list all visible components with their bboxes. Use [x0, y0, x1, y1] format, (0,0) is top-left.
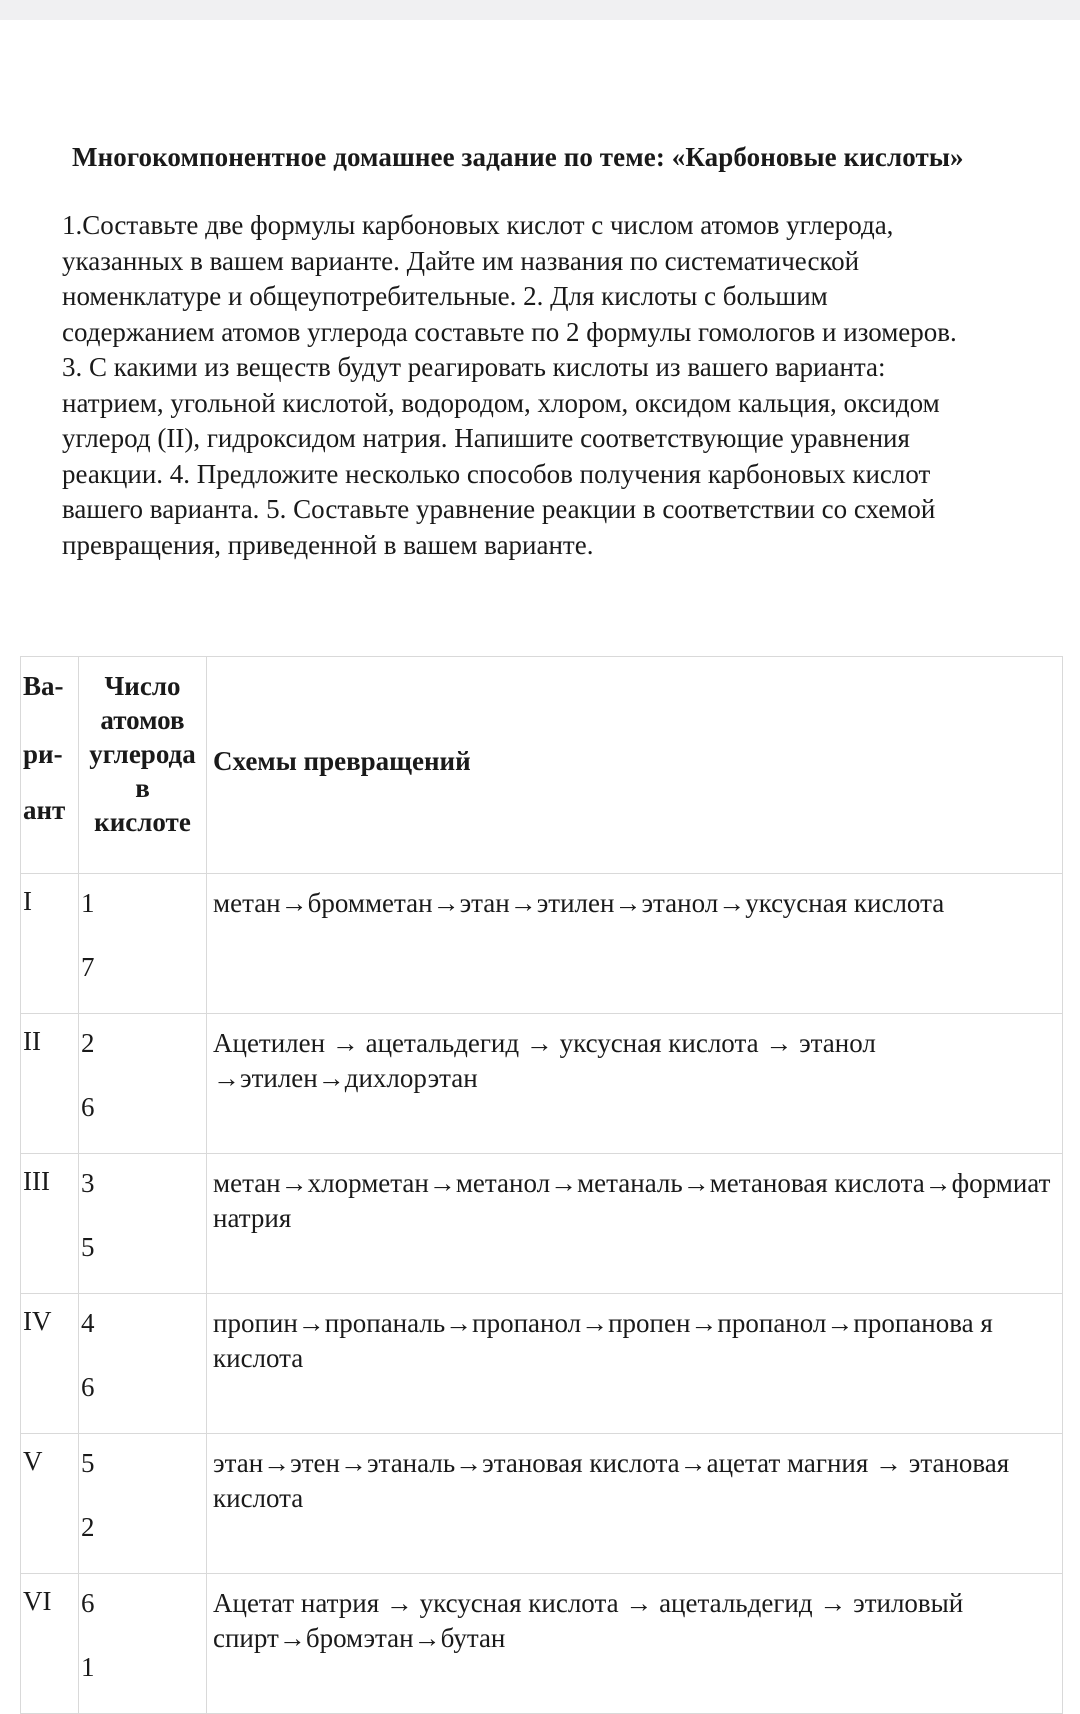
header-scheme: Схемы превращений: [207, 657, 1063, 874]
carbon-value: 5: [81, 1232, 95, 1262]
task-line: 3. С какими из веществ будут реагировать кислоты из вашего варианта:: [62, 352, 886, 382]
table-header-row: [21, 657, 1063, 874]
cell-variant: V: [21, 1434, 79, 1574]
table-row: [21, 874, 1063, 1014]
task-line: превращения, приведенной в вашем варианте.: [62, 529, 594, 560]
carbon-value: 1: [81, 888, 95, 918]
carbon-value: 2: [81, 1028, 95, 1058]
document-title: Многокомпонентное домашнее задание по теме: «Карбоновые кислоты»: [72, 142, 964, 172]
task-line: указанных в вашем варианте. Дайте им названия по систематической: [62, 245, 860, 276]
cell-variant: I: [21, 874, 79, 1014]
header-variant-part: Ва-: [23, 671, 64, 701]
header-carbon-part: атомов: [100, 705, 185, 735]
carbon-value: 5: [81, 1448, 95, 1478]
cell-carbon: [79, 1574, 207, 1714]
cell-scheme: метан→хлорметан→метанол→метаналь→метановая кислота→формиат натрия: [207, 1154, 1063, 1294]
task-line: вашего варианта. 5. Составьте уравнение реакции в соответствии со схемой: [62, 494, 936, 524]
header-variant-part: ант: [23, 795, 66, 825]
cell-carbon: [79, 1294, 207, 1434]
header-carbon-part: углерода: [89, 739, 196, 769]
task-line: 1.Составьте две формулы карбоновых кислот с числом атомов углерода,: [62, 210, 894, 240]
top-bar: [0, 0, 1080, 20]
header-carbon-part: Число: [104, 671, 181, 701]
cell-scheme: метан→бромметан→этан→этилен→этанол→уксусная кислота: [207, 874, 1063, 1014]
task-line: углерод (II), гидроксидом натрия. Напишите соответствующие уравнения: [62, 423, 910, 453]
header-carbon-part: в: [135, 773, 150, 803]
carbon-value: 6: [81, 1372, 95, 1402]
cell-carbon: [79, 874, 207, 1014]
cell-variant: II: [21, 1014, 79, 1154]
cell-scheme: Ацетилен → ацетальдегид → уксусная кислота → этанол →этилен→дихлорэтан: [207, 1014, 1063, 1154]
table-row: [21, 1154, 1063, 1294]
cell-scheme: Ацетат натрия → уксусная кислота → ацетальдегид → этиловый спирт→бромэтан→бутан: [207, 1574, 1063, 1714]
carbon-value: 1: [81, 1652, 95, 1682]
header-carbon-count: [79, 657, 207, 874]
cell-scheme: этан→этен→этаналь→этановая кислота→ацетат магния → этановая кислота: [207, 1434, 1063, 1574]
table-row: [21, 1014, 1063, 1154]
variants-table: [20, 656, 1063, 1714]
table-row: [21, 1294, 1063, 1434]
task-line: номенклатуре и общеупотребительные. 2. Для кислоты с большим: [62, 281, 828, 311]
cell-scheme: пропин→пропаналь→пропанол→пропен→пропанол→пропанова я кислота: [207, 1294, 1063, 1434]
task-line: реакции. 4. Предложите несколько способов получения карбоновых кислот: [62, 458, 931, 489]
cell-variant: IV: [21, 1294, 79, 1434]
carbon-value: 7: [81, 952, 95, 982]
carbon-value: 6: [81, 1092, 95, 1122]
cell-carbon: [79, 1434, 207, 1574]
header-variant-part: ри-: [23, 739, 63, 769]
task-text: [62, 208, 1062, 563]
cell-variant: VI: [21, 1574, 79, 1714]
carbon-value: 4: [81, 1308, 95, 1338]
task-line: содержанием атомов углерода составьте по 2 формулы гомологов и изомеров.: [62, 316, 957, 347]
table-row: [21, 1434, 1063, 1574]
table-row: [21, 1574, 1063, 1714]
carbon-value: 3: [81, 1168, 95, 1198]
task-line: натрием, угольной кислотой, водородом, хлором, оксидом кальция, оксидом: [62, 387, 940, 418]
header-carbon-part: кислоте: [94, 807, 191, 837]
cell-carbon: [79, 1014, 207, 1154]
carbon-value: 6: [81, 1588, 95, 1618]
cell-variant: III: [21, 1154, 79, 1294]
header-variant: [21, 657, 79, 874]
carbon-value: 2: [81, 1512, 95, 1542]
cell-carbon: [79, 1154, 207, 1294]
